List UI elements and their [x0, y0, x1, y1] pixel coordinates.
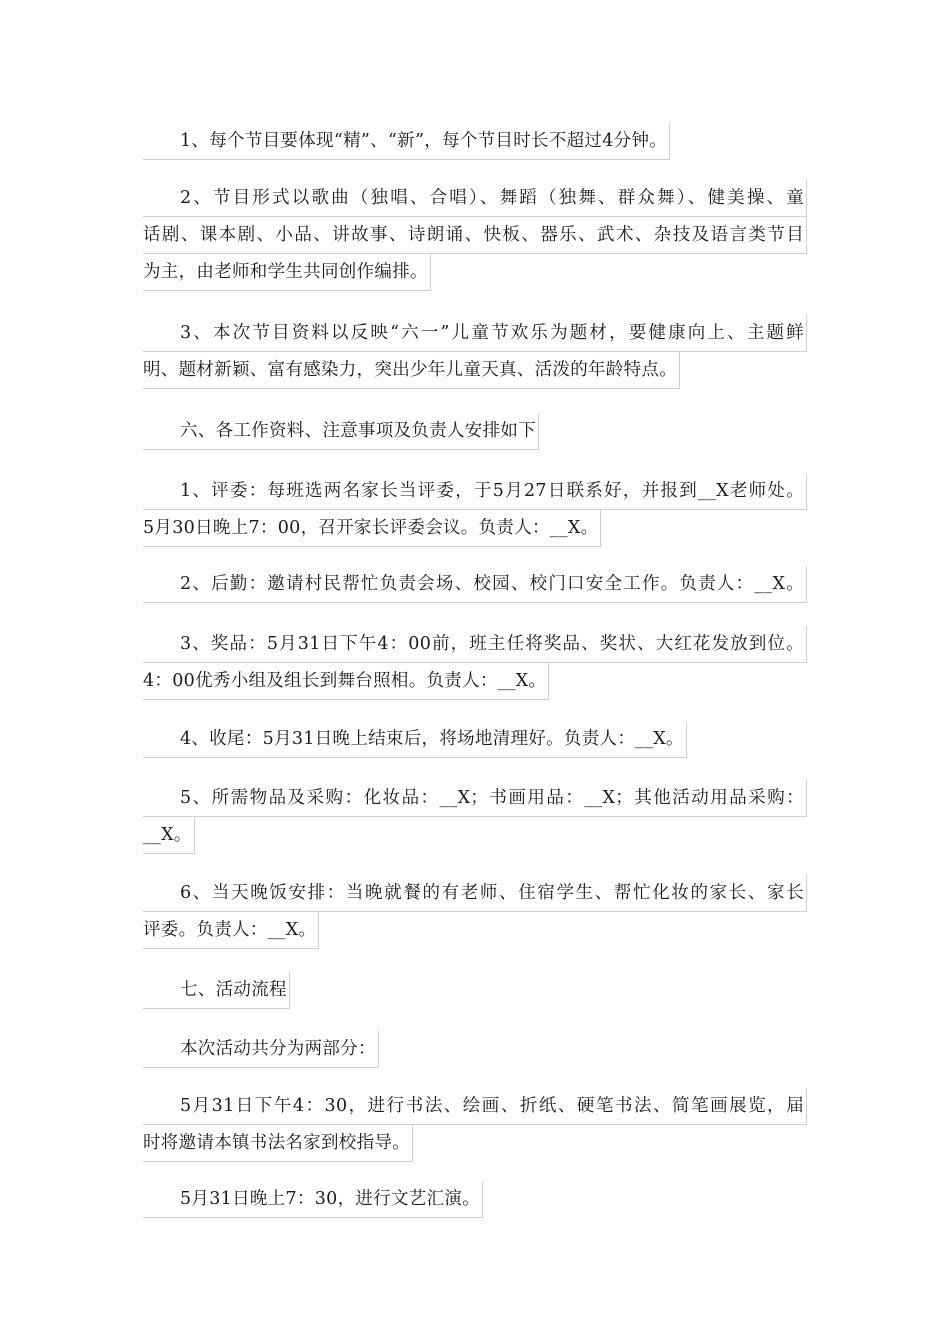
text-line: 2、后勤：邀请村民帮忙负责会场、校园、校门口安全工作。负责人：__X。	[143, 566, 807, 603]
rule-item-duration	[143, 123, 807, 160]
task-item-logistics	[143, 566, 807, 603]
text-line: 5月31日晚上7：30，进行文艺汇演。	[143, 1181, 483, 1218]
text-line: 5月30日晚上7：00，召开家长评委会议。负责人：__X。	[143, 510, 601, 547]
text-line: 5、所需物品及采购：化妆品：__X；书画用品：__X；其他活动用品采购：	[143, 780, 807, 817]
text-line: 4：00优秀小组及组长到舞台照相。负责人：__X。	[143, 663, 549, 700]
activity-part-performance	[143, 1181, 807, 1218]
rule-item-program-forms	[143, 180, 807, 291]
rule-item-theme	[143, 315, 807, 389]
text-line: 3、本次节目资料以反映“六一”儿童节欢乐为题材，要健康向上、主题鲜	[143, 315, 807, 352]
text-line: 1、每个节目要体现“精”、“新”，每个节目时长不超过4分钟。	[143, 123, 670, 160]
text-line: 2、节目形式以歌曲（独唱、合唱）、舞蹈（独舞、群众舞）、健美操、童	[143, 180, 807, 217]
heading-line: 六、各工作资料、注意事项及负责人安排如下	[143, 413, 539, 450]
text-line: 明、题材新颖、富有感染力，突出少年儿童天真、活泼的年龄特点。	[143, 352, 680, 389]
text-line: 4、收尾：5月31日晚上结束后，将场地清理好。负责人：__X。	[143, 721, 687, 758]
text-line: 时将邀请本镇书法名家到校指导。	[143, 1125, 413, 1162]
heading-line: 七、活动流程	[143, 972, 290, 1009]
task-item-dinner	[143, 875, 807, 949]
task-item-judges	[143, 473, 807, 547]
text-line: 话剧、课本剧、小品、讲故事、诗朗诵、快板、器乐、武术、杂技及语言类节目	[143, 217, 807, 254]
text-line: __X。	[143, 817, 195, 854]
text-line: 评委。负责人：__X。	[143, 912, 319, 949]
text-line: 为主，由老师和学生共同创作编排。	[143, 254, 431, 291]
activity-part-exhibition	[143, 1088, 807, 1162]
text-line: 6、当天晚饭安排：当晚就餐的有老师、住宿学生、帮忙化妆的家长、家长	[143, 875, 807, 912]
text-line: 3、奖品：5月31日下午4：00前，班主任将奖品、奖状、大红花发放到位。	[143, 626, 807, 663]
text-line: 本次活动共分为两部分：	[143, 1031, 379, 1068]
section-heading-work-arrangements	[143, 413, 807, 450]
activity-intro	[143, 1031, 807, 1068]
task-item-prizes	[143, 626, 807, 700]
section-heading-activity-flow	[143, 972, 807, 1009]
text-line: 1、评委：每班选两名家长当评委，于5月27日联系好，并报到__X老师处。	[143, 473, 807, 510]
task-item-cleanup	[143, 721, 807, 758]
text-line: 5月31日下午4：30，进行书法、绘画、折纸、硬笔书法、简笔画展览，届	[143, 1088, 807, 1125]
task-item-supplies	[143, 780, 807, 854]
